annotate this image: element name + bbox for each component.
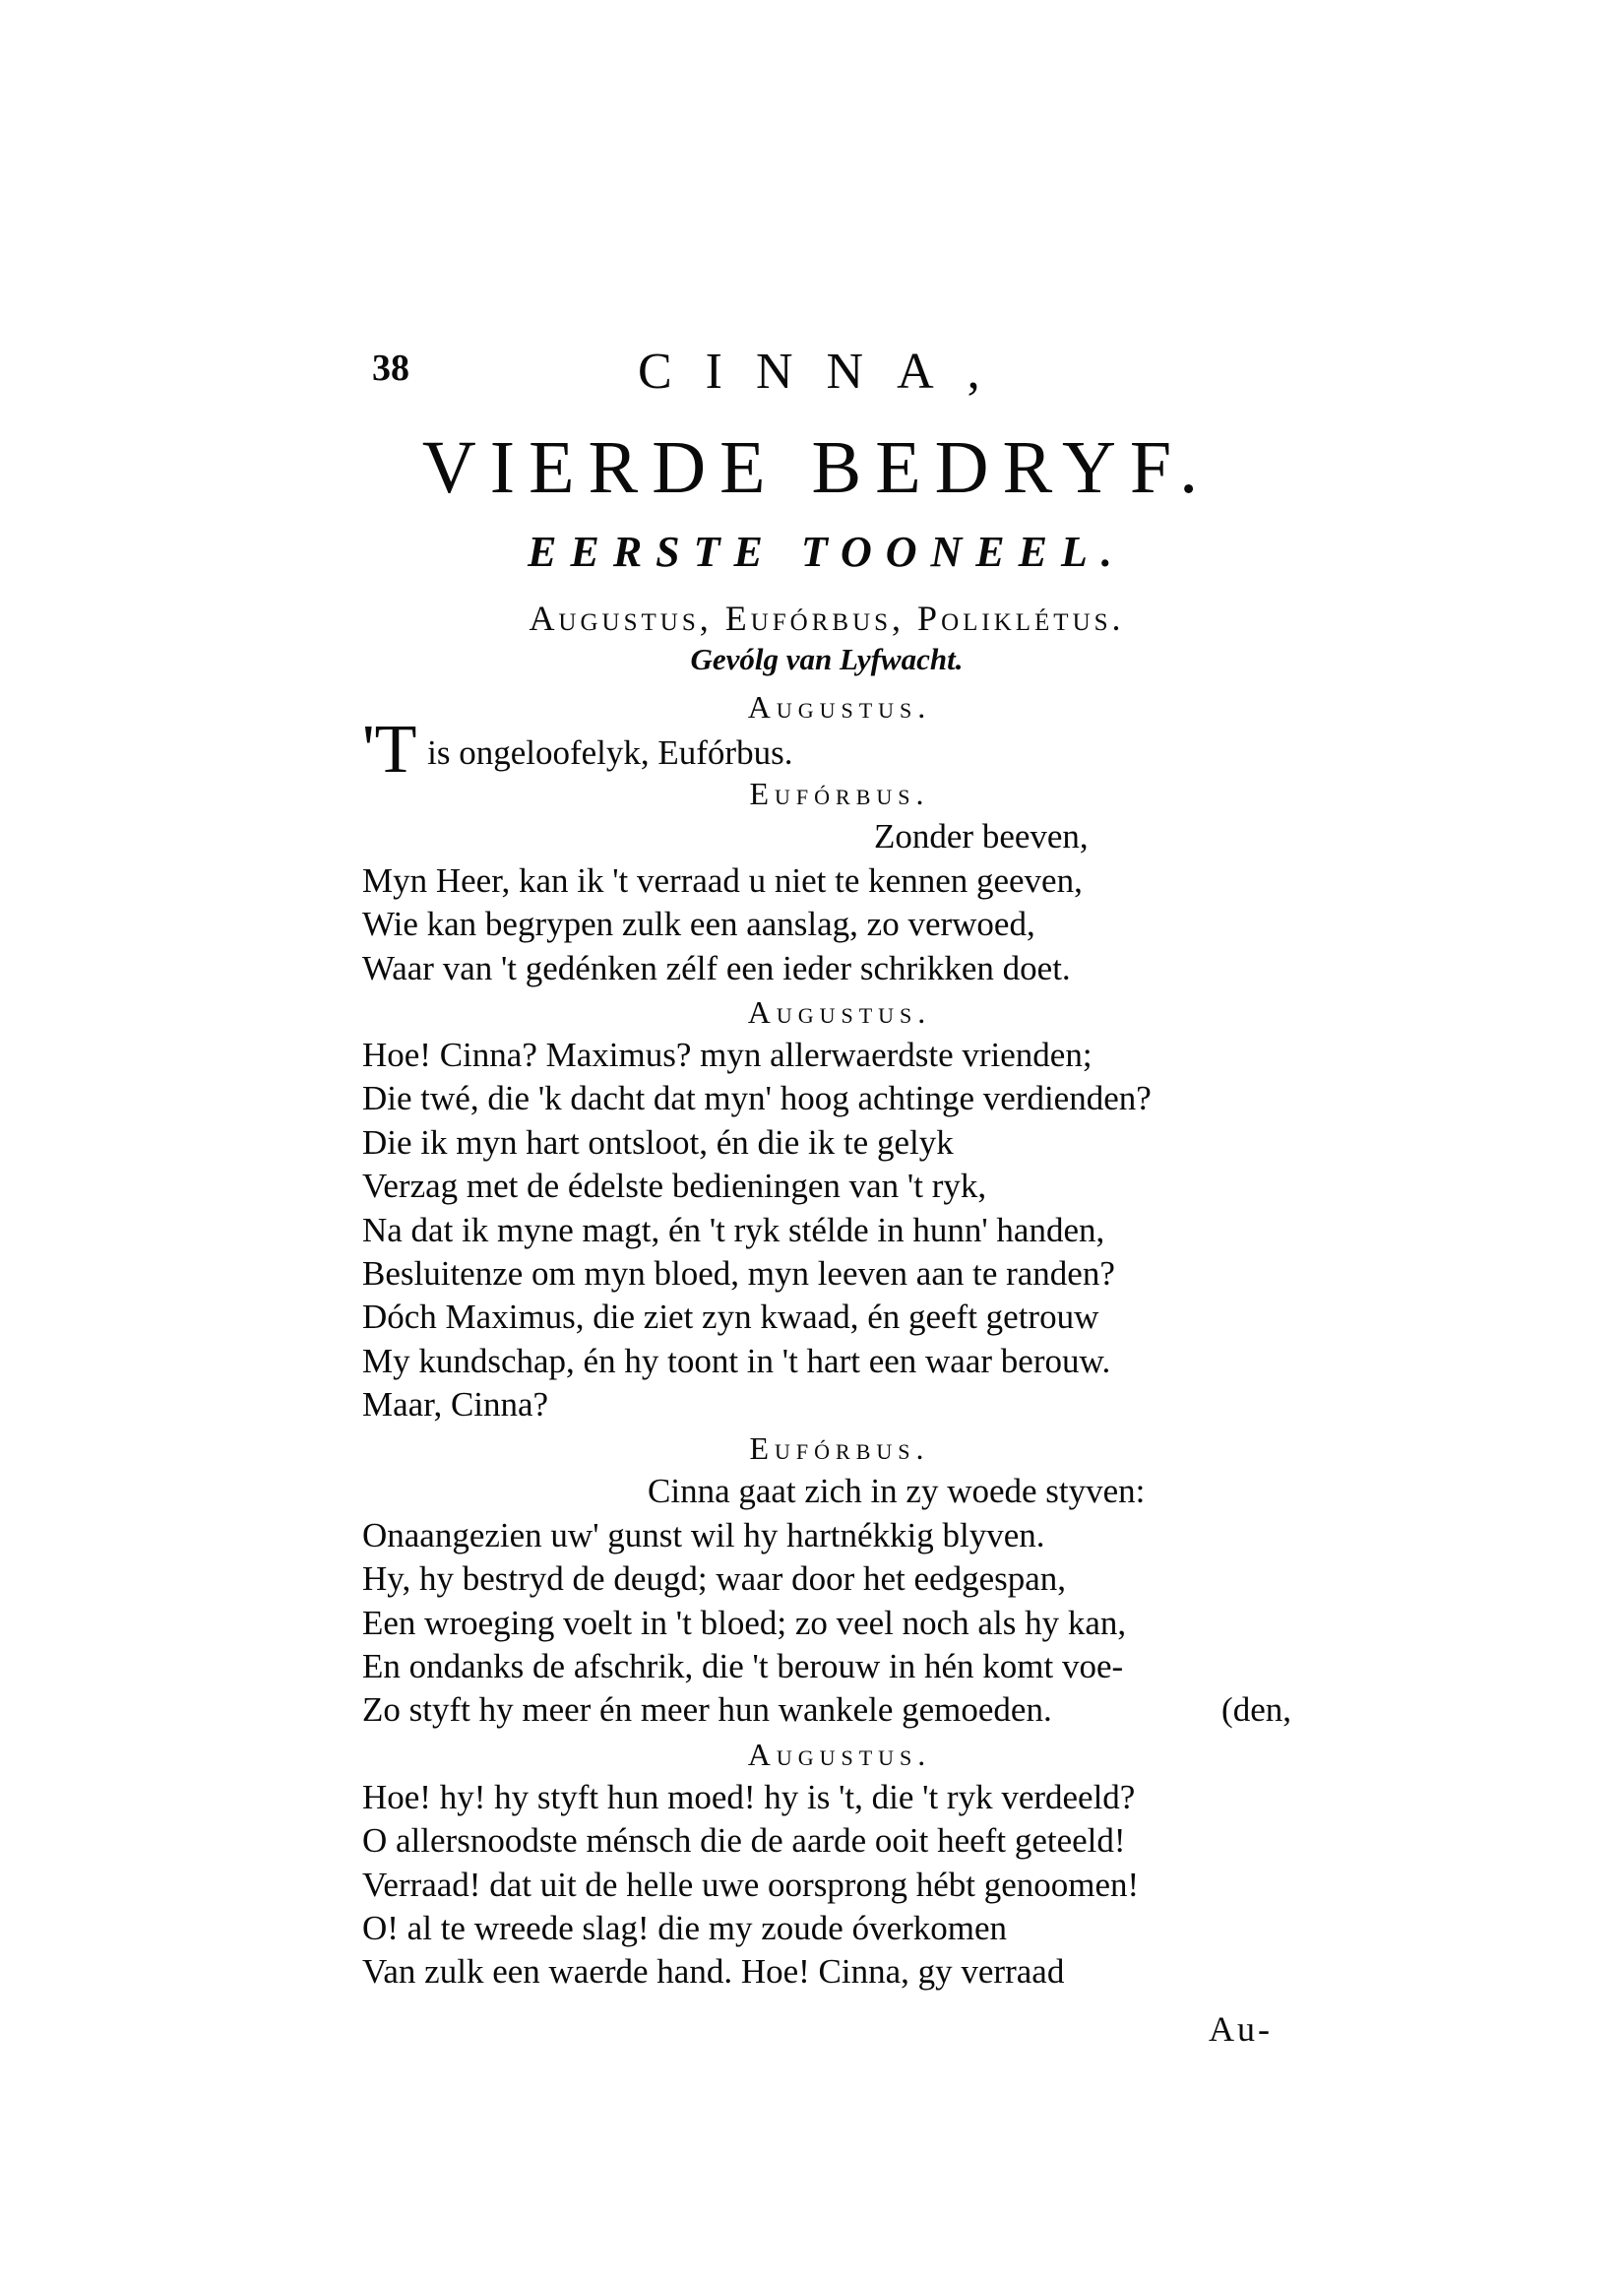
verse-line-text: Wie kan begrypen zulk een aanslag, zo verwoed, — [362, 905, 1035, 944]
verse-line — [362, 1470, 1307, 1513]
turnover-fragment: (den, — [1221, 1690, 1291, 1730]
verse-line-text: Verzag met de édelste bedieningen van 't ryk, — [362, 1167, 987, 1206]
verse-line-text: Zonder beeven, — [874, 817, 1089, 856]
verse-line-text: Die twé, die 'k dacht dat myn' hoog achtinge verdienden? — [362, 1079, 1152, 1118]
page-header — [372, 344, 1258, 406]
verse-line — [362, 1209, 1307, 1252]
verse-line — [362, 903, 1307, 946]
verse-line — [362, 1557, 1307, 1601]
catchword: Au- — [1209, 2009, 1273, 2049]
running-title: CINNA, — [638, 344, 1014, 400]
verse-line-text: Dóch Maximus, die ziet zyn kwaad, én geeft getrouw — [362, 1298, 1099, 1337]
verse-line — [362, 1602, 1307, 1645]
verse-line — [362, 1252, 1307, 1296]
verse-line-text: Die ik myn hart ontsloot, én die ik te gelyk — [362, 1122, 954, 1162]
verse-line-text: En ondanks de afschrik, die 't berouw in hén komt voe- — [362, 1647, 1124, 1686]
cast-list: Augustus, Eufórbus, Poliklétus. — [529, 599, 1125, 638]
speaker-heading: Eufórbus. — [749, 776, 930, 812]
verse-line — [362, 859, 1307, 903]
verse-line — [362, 712, 1307, 788]
verse-line-text: Hoe! hy! hy styft hun moed! hy is 't, die 't ryk verdeeld? — [362, 1777, 1136, 1816]
verse-line-text: Waar van 't gedénken zélf een ieder schrikken doet. — [362, 948, 1071, 987]
verse-line-text: Hoe! Cinna? Maximus? myn allerwaerdste vrienden; — [362, 1035, 1093, 1074]
verse-line-text: Zo styft hy meer én meer hun wankele gemoeden. — [362, 1690, 1052, 1730]
verse-line — [362, 1645, 1307, 1688]
verse-line-text: Maar, Cinna? — [362, 1385, 549, 1425]
verse-line-text: Myn Heer, kan ik 't verraad u niet te kennen geeven, — [362, 860, 1083, 900]
verse-line-text: is ongeloofelyk, Eufórbus. — [418, 733, 793, 772]
verse-line — [362, 1077, 1307, 1120]
verse-line-text: Besluitenze om myn bloed, myn leeven aan te randen? — [362, 1253, 1115, 1293]
verse-line-text: Een wroeging voelt in 't bloed; zo veel noch als hy kan, — [362, 1603, 1127, 1642]
verse-line — [362, 1776, 1307, 1819]
verse-line-text: Hy, hy bestryd de deugd; waar door het eedgespan, — [362, 1559, 1067, 1599]
verse-line — [362, 1121, 1307, 1165]
speaker-heading: Augustus. — [747, 1736, 932, 1772]
verse-line — [362, 815, 1307, 858]
verse-line — [362, 1907, 1307, 1950]
verse-line-text: Na dat ik myne magt, én 't ryk stélde in hunn' handen, — [362, 1210, 1105, 1249]
verse-line — [362, 1296, 1307, 1339]
verse-line-text: O allersnoodste ménsch die de aarde ooit heeft geteeld! — [362, 1821, 1126, 1861]
verse-line-text: My kundschap, én hy toont in 't hart een waar berouw. — [362, 1341, 1111, 1380]
verse-line — [362, 1383, 1307, 1426]
verse-line-text: Cinna gaat zich in zy woede styven: — [648, 1472, 1146, 1511]
act-title: VIERDE BEDRYF. — [421, 426, 1213, 509]
verse-line — [362, 1819, 1307, 1863]
verse-line — [362, 1165, 1307, 1208]
page-number: 38 — [372, 348, 409, 389]
speaker-heading: Eufórbus. — [749, 1430, 930, 1467]
drop-cap: 'T — [362, 712, 417, 788]
verse-line — [362, 1034, 1307, 1077]
verse-line-text: Onaangezien uw' gunst wil hy hartnékkig blyven. — [362, 1515, 1045, 1554]
verse-line — [362, 1950, 1307, 1994]
verse-line — [362, 1340, 1307, 1383]
play-text — [362, 685, 1307, 1995]
verse-line — [362, 1688, 1307, 1732]
speaker-heading: Augustus. — [747, 993, 932, 1030]
verse-line-text: Van zulk een waerde hand. Hoe! Cinna, gy verraad — [362, 1952, 1065, 1992]
verse-line — [362, 947, 1307, 990]
verse-line-text: O! al te wreede slag! die my zoude óverkomen — [362, 1908, 1008, 1947]
speaker-heading: Augustus. — [747, 689, 932, 725]
cast-note: Gevólg van Lyfwacht. — [690, 642, 964, 676]
verse-line-text: Verraad! dat uit de helle uwe oorsprong hébt genoomen! — [362, 1865, 1140, 1904]
verse-line — [362, 1514, 1307, 1557]
scene-title: EERSTE TOONEEL. — [528, 528, 1126, 576]
verse-line — [362, 1864, 1307, 1907]
